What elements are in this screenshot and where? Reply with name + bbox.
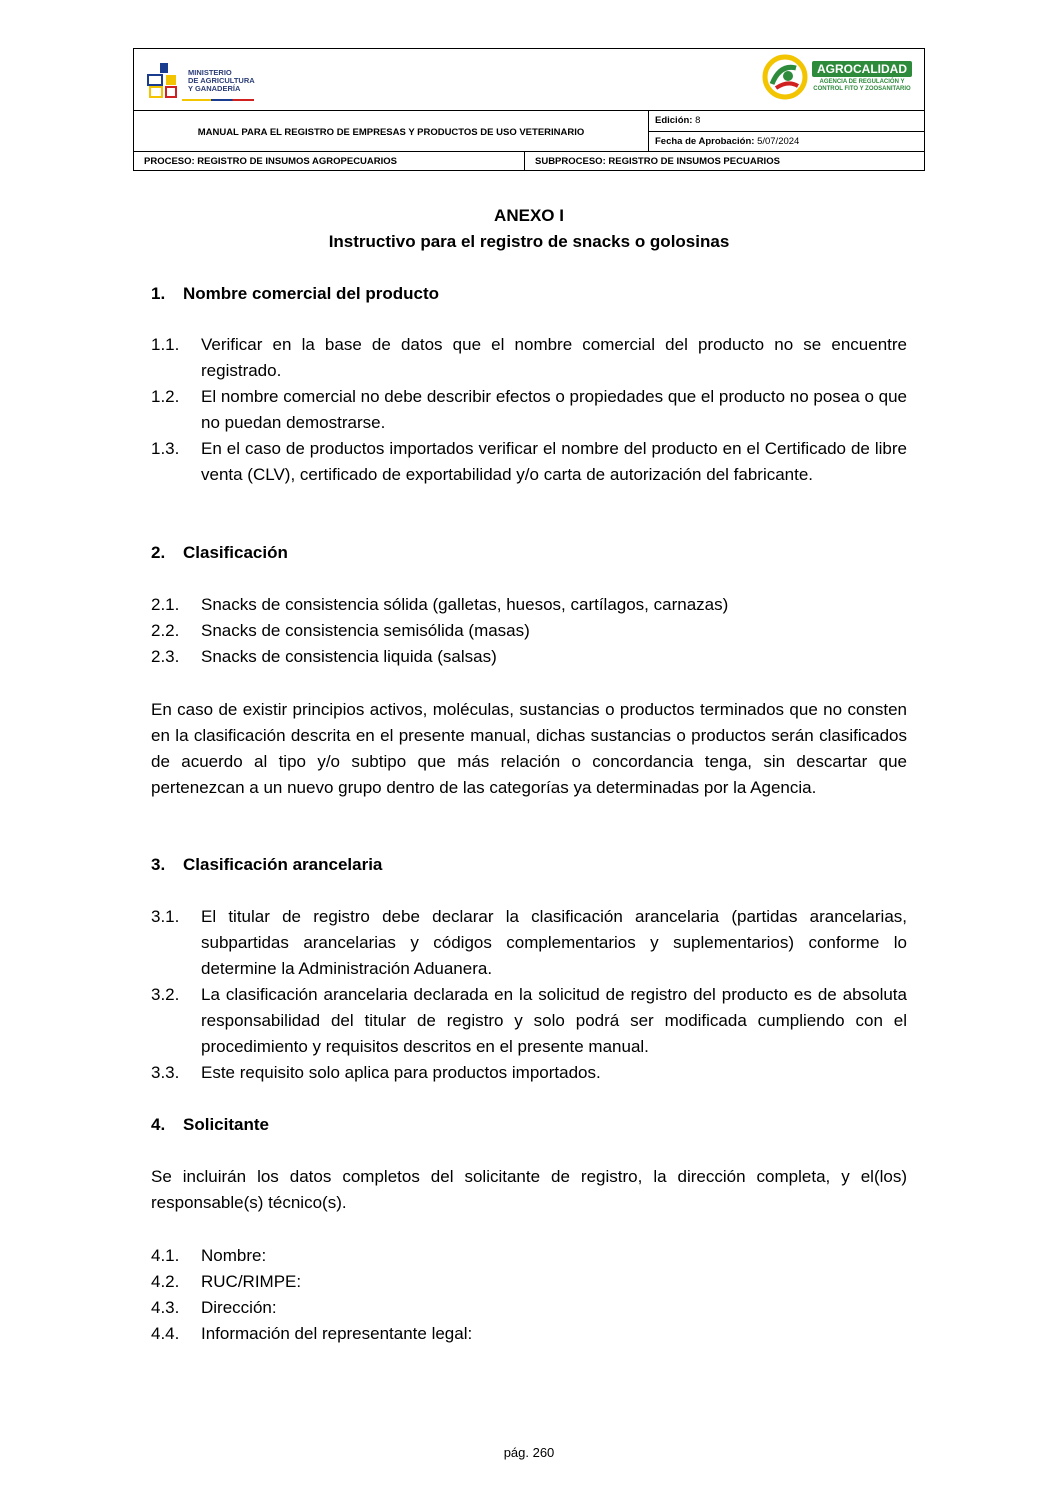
process-cell: PROCESO: REGISTRO DE INSUMOS AGROPECUARIOS [134,152,525,170]
document-header [133,48,925,171]
edition-cell [649,111,924,131]
edition-value: 8 [695,115,701,127]
agrocalidad-emblem-icon [762,54,808,100]
item-number: 2.2. [151,621,180,640]
section-1-heading [151,282,907,306]
ministry-line-2: DE AGRICULTURA [188,76,255,85]
section-4-items [151,1243,907,1347]
applicant-intro-block [151,1164,907,1216]
flag-color-bar [182,99,254,101]
header-process-row [134,152,924,170]
item-text: La clasificación arancelaria declarada en la solicitud de registro del producto es de absoluta responsabilidad del titular de registro y solo podrá ser modificada cumpliendo con el procedimiento y requisitos descritos en el presente manual. [201,985,907,1056]
item-number: 4.2. [151,1272,180,1291]
item-number: 2.1. [151,595,180,614]
list-item [151,332,907,384]
agency-subtitle-line-2: CONTROL FITO Y ZOOSANITARIO [813,86,911,92]
manual-title: MANUAL PARA EL REGISTRO DE EMPRESAS Y PRODUCTOS DE USO VETERINARIO [134,111,649,151]
classification-paragraph-block [151,697,907,801]
item-text: El nombre comercial no debe describir efectos o propiedades que el producto no posea o que no puedan demostrarse. [201,387,907,432]
item-text: Este requisito solo aplica para productos importados. [201,1063,601,1082]
item-number: 1.1. [151,335,180,354]
agency-name: AGROCALIDAD [812,61,912,77]
item-text: Snacks de consistencia semisólida (masas) [201,621,530,640]
section-title: Clasificación [183,543,288,562]
list-item [151,618,907,644]
list-item [151,384,907,436]
approval-value: 5/07/2024 [757,135,800,147]
section-title: Nombre comercial del producto [183,284,439,303]
ministry-emblem-icon [146,61,182,101]
list-item [151,1060,907,1086]
section-title: Solicitante [183,1115,269,1134]
item-text: En el caso de productos importados verificar el nombre del producto en el Certificado de libre venta (CLV), certificado de exportabilidad y/o carta de autorización del fabricante. [201,439,907,484]
agency-subtitle-line-1: AGENCIA DE REGULACIÓN Y [819,79,905,85]
item-number: 4.4. [151,1324,180,1343]
section-number: 3. [151,855,166,874]
ministry-logo [146,61,255,101]
annex-title: ANEXO I [494,206,564,225]
section-3-items [151,904,907,1086]
annex-subtitle: Instructivo para el registro de snacks o golosinas [328,232,730,251]
approval-date-cell [649,131,924,152]
item-number: 3.2. [151,985,180,1004]
section-2-items [151,592,907,670]
annex-title-block [151,203,907,255]
item-text: Verificar en la base de datos que el nombre comercial del producto no se encuentre registrado. [201,335,907,380]
item-text: RUC/RIMPE: [201,1272,302,1291]
item-number: 3.1. [151,907,180,926]
item-text: Dirección: [201,1298,277,1317]
section-1-items [151,332,907,488]
section-title: Clasificación arancelaria [183,855,383,874]
header-logo-row [134,49,924,111]
subprocess-cell: SUBPROCESO: REGISTRO DE INSUMOS PECUARIOS [535,155,780,167]
item-text: Snacks de consistencia sólida (galletas, huesos, cartílagos, carnazas) [201,595,729,614]
section-4-heading [151,1113,907,1137]
header-title-row [134,111,924,152]
item-text: Información del representante legal: [201,1324,473,1343]
list-item [151,1269,907,1295]
list-item [151,982,907,1060]
list-item [151,592,907,618]
section-number: 2. [151,543,166,562]
applicant-intro: Se incluirán los datos completos del solicitante de registro, la dirección completa, y el(los) responsable(s) técnico(s). [151,1167,907,1212]
agrocalidad-logo [762,54,912,100]
section-3-heading [151,853,907,877]
item-text: El titular de registro debe declarar la clasificación arancelaria (partidas arancelarias, subpartidas arancelarias y códigos complementarios y suplementarios) conforme lo determine la Administración Aduanera. [201,907,907,978]
item-number: 4.1. [151,1246,180,1265]
item-number: 3.3. [151,1063,180,1082]
ministry-line-1: MINISTERIO [188,68,232,77]
edition-label: Edición: [655,115,693,127]
list-item [151,1243,907,1269]
list-item [151,904,907,982]
list-item [151,1321,907,1347]
classification-paragraph: En caso de existir principios activos, moléculas, sustancias o productos terminados que no consten en la clasificación descrita en el presente manual, dichas sustancias o productos serán clasificados de acuerdo al tipo y/o subtipo que más relación o concordancia tenga, sin descartar que pertenezcan a un nuevo grupo dentro de las categorías ya determinadas por la Agencia. [151,700,907,797]
item-text: Snacks de consistencia liquida (salsas) [201,647,497,666]
item-number: 4.3. [151,1298,180,1317]
section-number: 1. [151,284,166,303]
item-number: 1.2. [151,387,180,406]
approval-label: Fecha de Aprobación: [655,135,755,147]
ministry-line-3: Y GANADERÍA [188,84,241,93]
section-number: 4. [151,1115,166,1134]
list-item [151,436,907,488]
section-2-heading [151,541,907,565]
item-number: 2.3. [151,647,180,666]
item-text: Nombre: [201,1246,267,1265]
list-item [151,644,907,670]
page-number: pág. 260 [503,1445,555,1460]
item-number: 1.3. [151,439,180,458]
list-item [151,1295,907,1321]
